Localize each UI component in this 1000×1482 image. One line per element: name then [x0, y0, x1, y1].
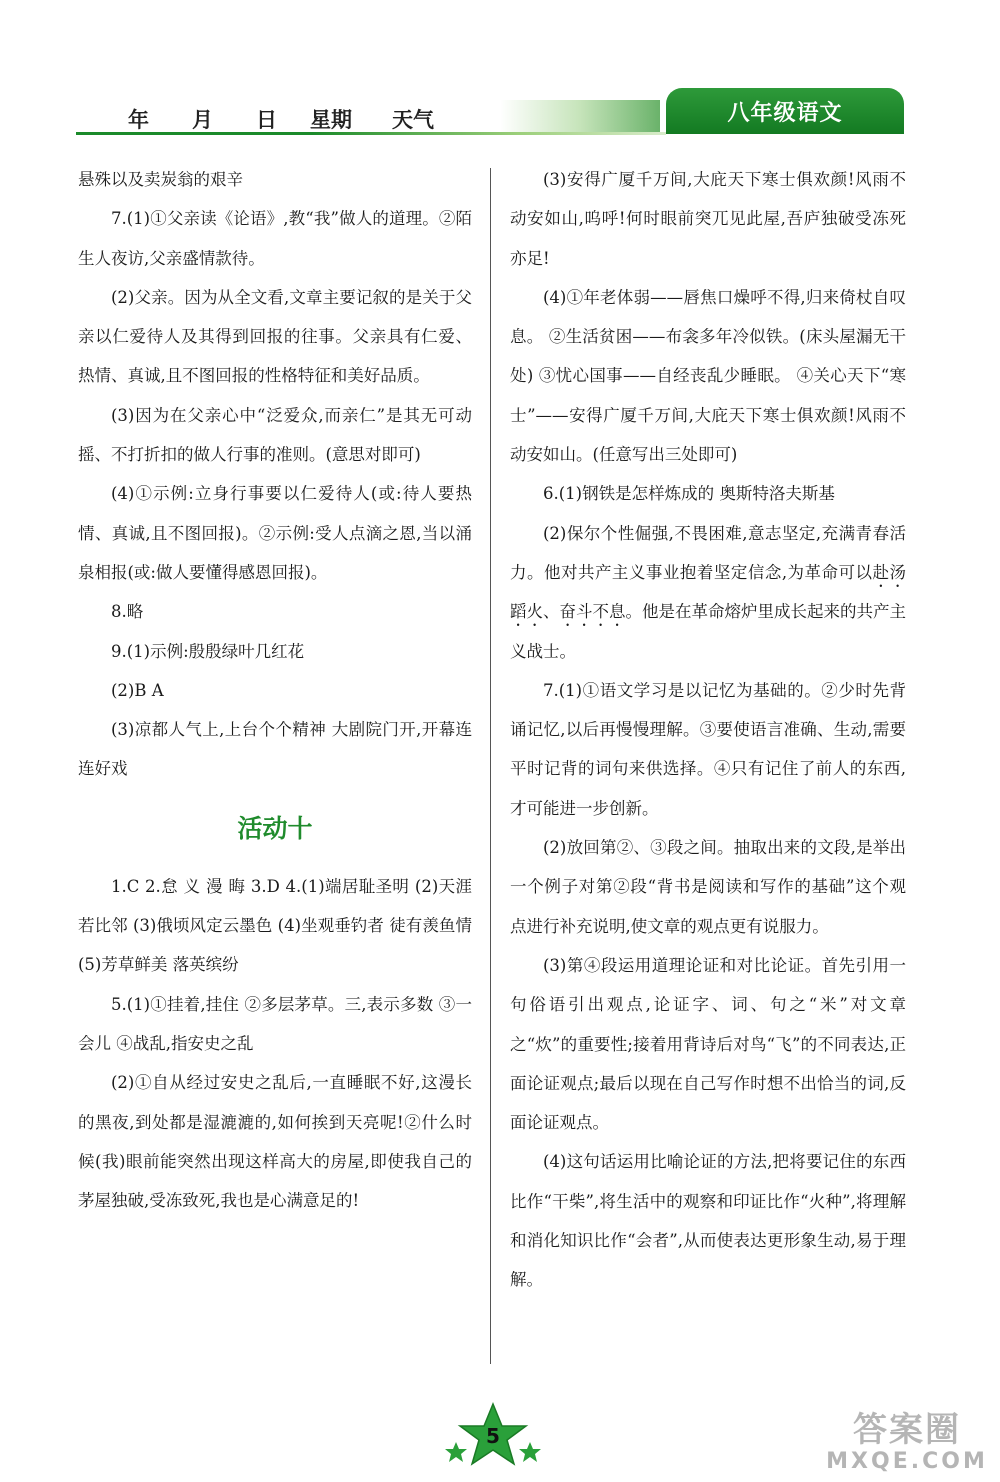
answer-paragraph: 9.(1)示例:殷殷绿叶几红花 — [111, 641, 305, 661]
answer-paragraph: 7.(1)①父亲读《论语》,教“我”做人的道理。②陌生人夜访,父亲盛情款待。 — [78, 209, 472, 268]
answer-paragraph: 悬殊以及卖炭翁的艰辛 — [78, 170, 243, 189]
page-footer — [440, 1402, 560, 1472]
answer-text: (2)保尔个性倔强,不畏困难,意志坚定,充满青春活力。他对共产主义事业抱着坚定信念,为革命可以 — [510, 523, 906, 582]
date-label-weekday: 星期 — [310, 108, 352, 132]
date-label-day: 日 — [256, 108, 277, 132]
date-row — [128, 104, 434, 134]
answer-paragraph: (3)因为在父亲心中“泛爱众,而亲仁”是其无可动摇、不打折扣的做人行事的准则。(意思对即可) — [78, 405, 472, 465]
answer-paragraph: (4)①示例:立身行事要以仁爱待人(或:待人要热情、真诚,且不图回报)。②示例:受人点滴之恩,当以涌泉相报(或:做人要懂得感恩回报)。 — [78, 484, 472, 582]
column-divider — [490, 168, 491, 1364]
answer-text: 。他是在革命熔炉里成长起来的共产主义战士。 — [510, 602, 906, 661]
section-title: 活动十 — [237, 813, 313, 843]
answer-paragraph: 5.(1)①挂着,挂住 ②多层茅草。三,表示多数 ③一会儿 ④战乱,指安史之乱 — [78, 994, 472, 1053]
watermark-en: MXQE.COM — [826, 1449, 988, 1474]
answer-paragraph: (2)①自从经过安史之乱后,一直睡眠不好,这漫长的黑夜,到处都是湿漉漉的,如何挨到天亮呢!②什么时候(我)眼前能突然出现这样高大的房屋,即使我自己的茅屋独破,受冻致死,我也是心满意足的! — [78, 1073, 472, 1211]
answer-paragraph: 8.略 — [111, 602, 144, 622]
answer-paragraph: (2)父亲。因为从全文看,文章主要记叙的是关于父亲以仁爱待人及其得到回报的往事。父亲具有仁爱、热情、真诚,且不图回报的性格特征和美好品质。 — [78, 287, 472, 386]
answer-paragraph: 6.(1)钢铁是怎样炼成的 奥斯特洛夫斯基 — [543, 484, 835, 504]
answer-paragraph: (4)这句话运用比喻论证的方法,把将要记住的东西比作“干柴”,将生活中的观察和印证比作“火种”,将理解和消化知识比作“会者”,从而使表达更形象生动,易于理解。 — [510, 1152, 906, 1290]
watermark-cn: 答案圈 — [853, 1410, 961, 1450]
answer-paragraph: (2)放回第②、③段之间。抽取出来的文段,是举出一个例子对第②段“背书是阅读和写作的基础”这个观点进行补充说明,使文章的观点更有说服力。 — [510, 838, 906, 936]
grade-tab: 八年级语文 — [666, 88, 904, 134]
watermark — [822, 1410, 992, 1474]
page-header — [0, 0, 1000, 150]
left-column — [78, 160, 472, 1220]
date-label-year: 年 — [128, 108, 149, 132]
right-column — [510, 160, 906, 1300]
header-shade — [500, 100, 660, 134]
answer-paragraph: 1.C 2.怠 义 漫 晦 3.D 4.(1)端居耻圣明 (2)天涯若比邻 (3)俄顷风定云墨色 (4)坐观垂钓者 徒有羡鱼情 (5)芳草鲜美 落英缤纷 — [78, 876, 472, 975]
answer-paragraph: (3)安得广厦千万间,大庇天下寒士俱欢颜!风雨不动安如山,呜呼!何时眼前突兀见此屋,吾庐独破受冻死亦足! — [510, 170, 906, 268]
answer-paragraph: (3)第④段运用道理论证和对比论证。首先引用一句俗语引出观点,论证字、词、句之“米”对文章之“炊”的重要性;接着用背诗后对鸟“飞”的不同表达,正面论证观点;最后以现在自己写作时想不出恰当的词,反面论证观点。 — [510, 955, 906, 1133]
page-number: 5 — [486, 1424, 500, 1448]
answer-paragraph — [510, 514, 906, 671]
date-label-month: 月 — [192, 108, 213, 132]
header-rule — [76, 132, 666, 135]
answer-paragraph: (3)凉都人气上,上台个个精神 大剧院门开,开幕连连好戏 — [78, 720, 472, 779]
answer-paragraph: 7.(1)①语文学习是以记忆为基础的。②少时先背诵记忆,以后再慢慢理解。③要使语言准确、生动,需要平时记背的词句来供选择。④只有记住了前人的东西,才可能进一步创新。 — [510, 680, 906, 818]
date-label-weather: 天气 — [392, 108, 434, 132]
answer-paragraph: (4)①年老体弱——唇焦口燥呼不得,归来倚杖自叹息。 ②生活贫困——布衾多年冷似铁。(床头屋漏无干处) ③忧心国事——自经丧乱少睡眠。 ④关心天下“寒士”——安得广厦千万间,大庇天下寒士俱欢颜!风雨不动安如山。(任意写出三处即可) — [510, 287, 906, 465]
emphasized-phrase: 赴汤蹈火、奋斗不息 — [510, 562, 907, 622]
answer-paragraph: (2)B A — [111, 680, 164, 700]
